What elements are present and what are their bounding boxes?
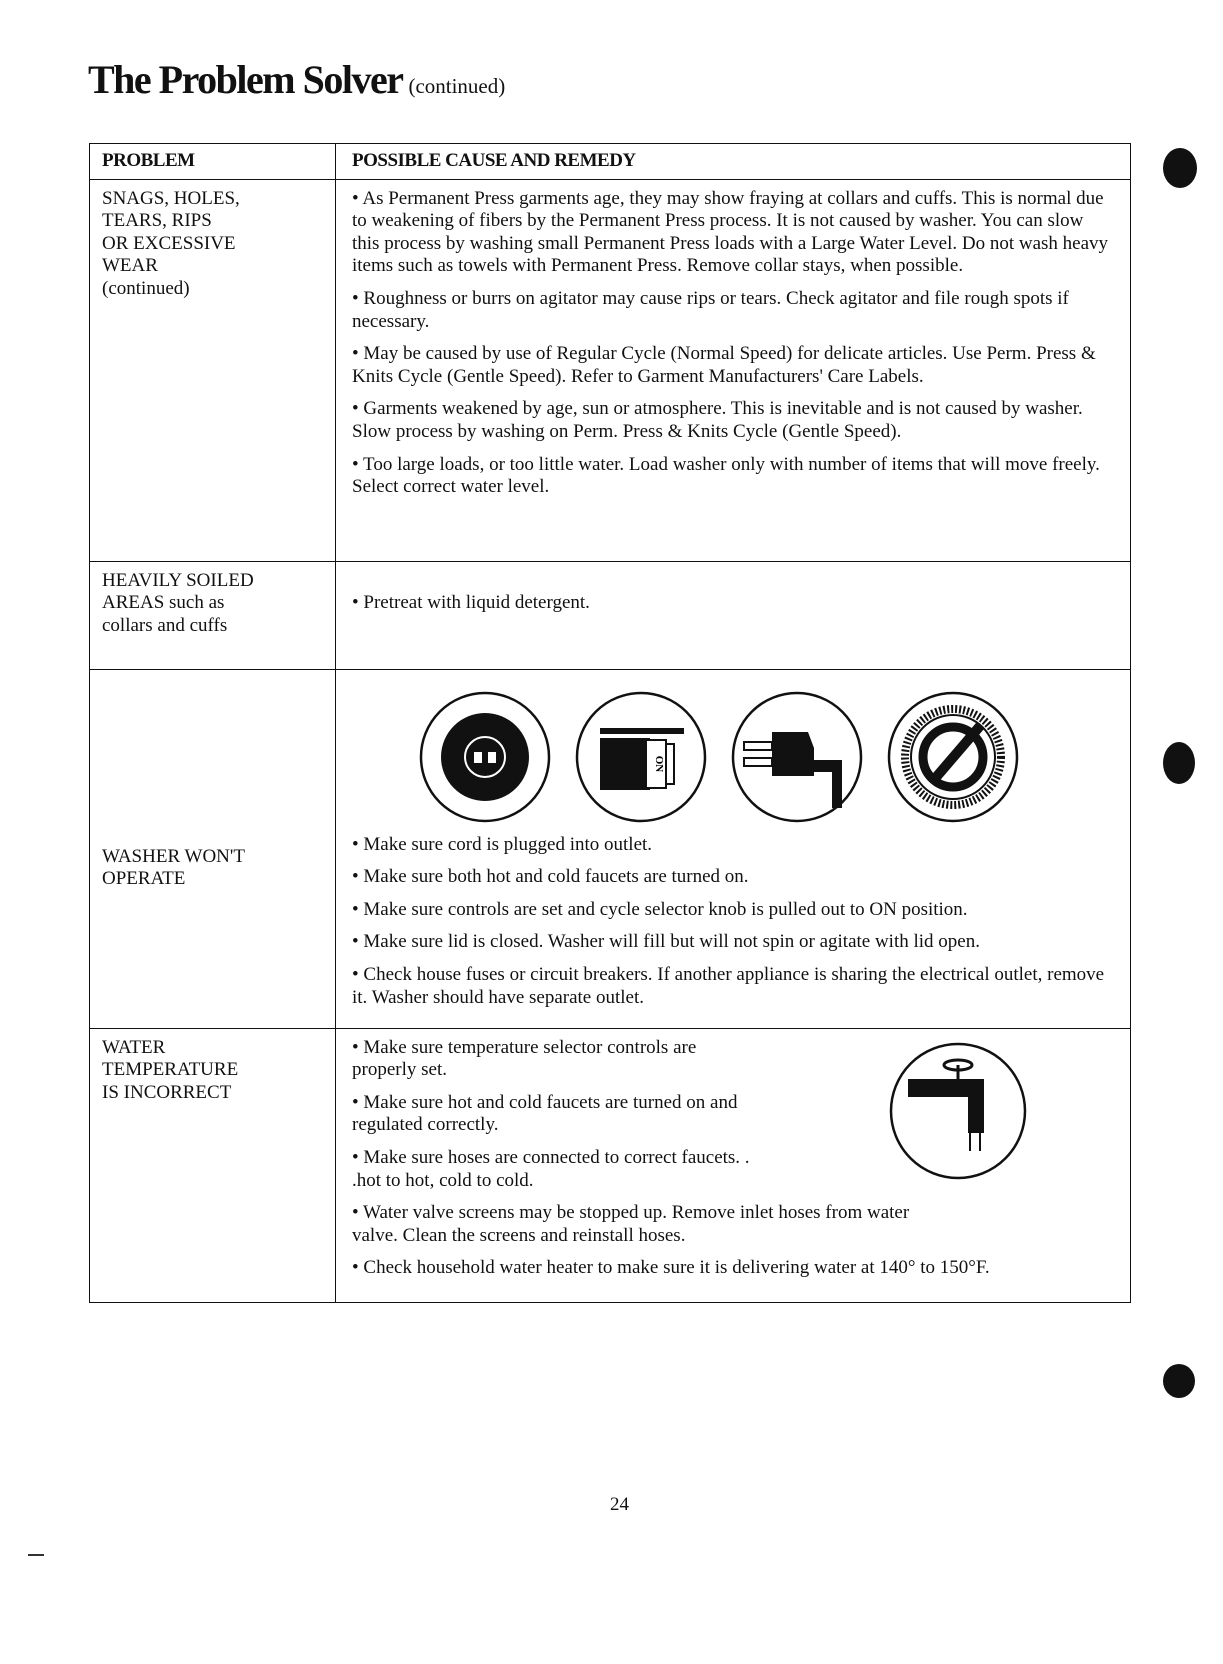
faucet-icon bbox=[888, 1041, 1028, 1181]
problem-cell bbox=[90, 670, 336, 1028]
problem-cell bbox=[90, 562, 336, 669]
power-switch-icon bbox=[574, 690, 708, 824]
title-main: The Problem Solver bbox=[88, 57, 403, 102]
problem-line: WEAR bbox=[102, 255, 158, 277]
remedy-cell bbox=[336, 1029, 1130, 1302]
problem-line: collars and cuffs bbox=[102, 614, 228, 636]
remedy-item: • Make sure hot and cold faucets are turned on and regulated correctly. bbox=[352, 1091, 738, 1136]
problem-cell bbox=[90, 1029, 336, 1302]
remedy-item: • Roughness or burrs on agitator may cause rips or tears. Check agitator and file rough spots if necessary. bbox=[352, 287, 1069, 332]
table-header bbox=[90, 144, 1130, 179]
problem-line: TEMPERATURE bbox=[102, 1059, 239, 1081]
problem-solver-table bbox=[89, 143, 1131, 1303]
problem-line: WASHER WON'T bbox=[102, 845, 245, 867]
table-row bbox=[90, 561, 1130, 669]
problem-line: TEARS, RIPS bbox=[102, 210, 212, 232]
binder-hole-mark bbox=[1163, 742, 1195, 784]
table-row bbox=[90, 179, 1130, 561]
remedy-item: • Garments weakened by age, sun or atmosphere. This is inevitable and is not caused by washer. Slow process by washing on Perm. Press & Knits Cycle (Gentle Speed). bbox=[352, 398, 1083, 442]
remedy-item: • Pretreat with liquid detergent. bbox=[352, 591, 590, 613]
page-title bbox=[88, 56, 505, 103]
problem-line: HEAVILY SOILED bbox=[102, 569, 254, 591]
binder-hole-mark bbox=[1163, 1364, 1195, 1398]
table-row bbox=[90, 1028, 1130, 1302]
problem-line: (continued) bbox=[102, 277, 190, 299]
remedy-item: • Make sure hoses are connected to correct faucets. . .hot to hot, cold to cold. bbox=[352, 1146, 750, 1191]
header-problem: PROBLEM bbox=[90, 144, 336, 179]
remedy-item: • Check household water heater to make sure it is delivering water at 140° to 150°F. bbox=[352, 1257, 990, 1279]
problem-line: WATER bbox=[102, 1036, 166, 1058]
problem-line: SNAGS, HOLES, bbox=[102, 187, 240, 209]
title-subtitle: (continued) bbox=[408, 74, 506, 98]
plug-icon bbox=[730, 690, 864, 824]
problem-cell bbox=[90, 180, 336, 561]
remedy-item: • May be caused by use of Regular Cycle (Normal Speed) for delicate articles. Use Perm. Press & Knits Cycle (Gentle Speed). Refer to Garment Manufacturers' Care Labels. bbox=[352, 343, 1096, 387]
remedy-item: • Make sure lid is closed. Washer will fill but will not spin or agitate with lid open. bbox=[352, 931, 980, 953]
binder-hole-mark bbox=[1163, 148, 1197, 188]
remedy-item: • Water valve screens may be stopped up. Remove inlet hoses from water valve. Clean the screens and reinstall hoses. bbox=[352, 1202, 910, 1246]
problem-line: OR EXCESSIVE bbox=[102, 232, 236, 254]
remedy-item: • Too large loads, or too little water. Load washer only with number of items that will move freely. Select correct water level. bbox=[352, 453, 1100, 498]
scan-mark bbox=[28, 1554, 44, 1556]
switch-on-label: ON bbox=[653, 755, 665, 772]
page-number: 24 bbox=[610, 1494, 629, 1515]
illustration-row bbox=[352, 670, 1114, 834]
table-row bbox=[90, 669, 1130, 1028]
problem-line: OPERATE bbox=[102, 868, 186, 890]
problem-line: IS INCORRECT bbox=[102, 1081, 232, 1103]
remedy-item: • As Permanent Press garments age, they may show fraying at collars and cuffs. This is normal due to weakening of fibers by the Permanent Press process. It is not caused by washer. You can slow this process by washing small Permanent Press loads with a Large Water Level. Do not wash heavy items such as towels with Permanent Press. Remove collar stays, when possible. bbox=[352, 187, 1109, 277]
remedy-cell bbox=[336, 562, 1130, 669]
remedy-item: • Make sure cord is plugged into outlet. bbox=[352, 833, 653, 855]
problem-line: AREAS such as bbox=[102, 592, 225, 614]
remedy-cell bbox=[336, 670, 1130, 1028]
outlet-icon bbox=[418, 690, 552, 824]
remedy-item: • Make sure both hot and cold faucets are turned on. bbox=[352, 866, 749, 888]
remedy-item: • Make sure temperature selector controls are properly set. bbox=[352, 1036, 697, 1081]
remedy-cell bbox=[336, 180, 1130, 561]
remedy-item: • Make sure controls are set and cycle selector knob is pulled out to ON position. bbox=[352, 898, 968, 920]
header-remedy: POSSIBLE CAUSE AND REMEDY bbox=[352, 150, 636, 171]
cycle-knob-icon bbox=[886, 690, 1020, 824]
remedy-item: • Check house fuses or circuit breakers. If another appliance is sharing the electrical outlet, remove it. Washer should have separate outlet. bbox=[352, 963, 1105, 1008]
